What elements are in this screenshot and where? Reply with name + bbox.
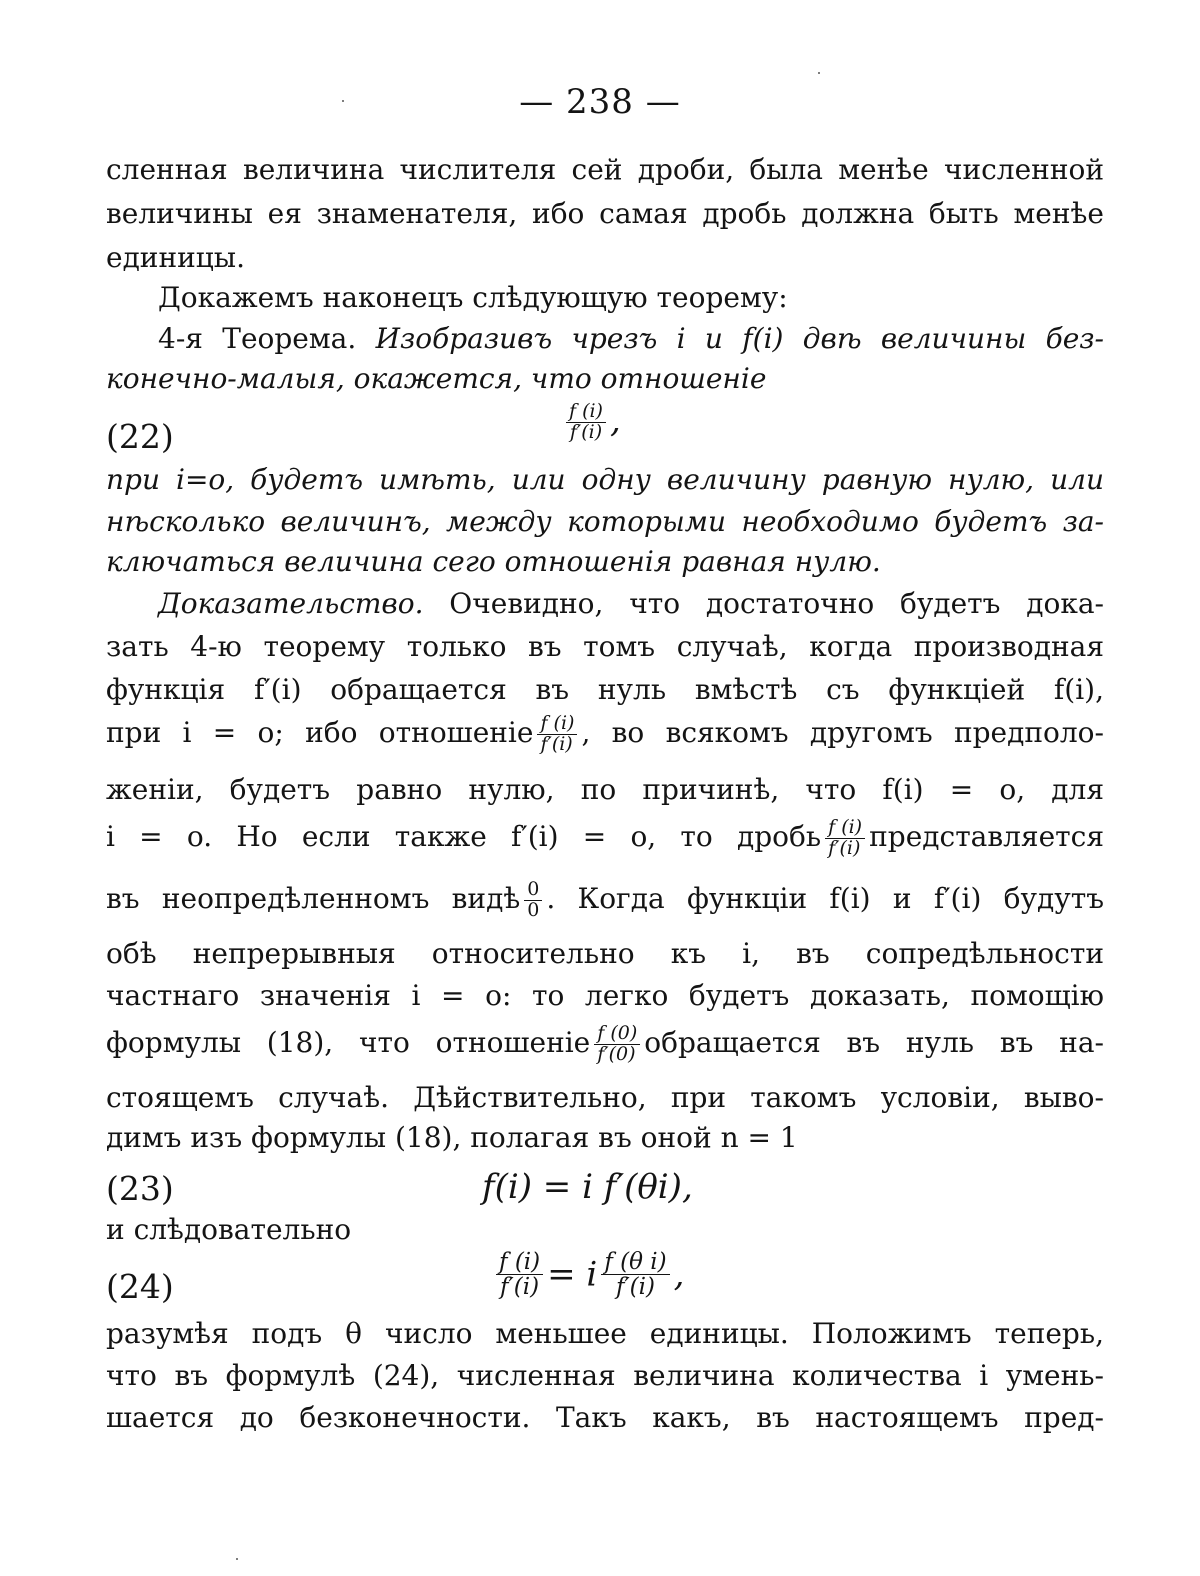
text-line: женіи, будетъ равно нулю, по причинѣ, что f(i) = o, для — [106, 776, 1104, 804]
denominator: f′(i) — [601, 1274, 669, 1299]
fraction — [524, 880, 542, 921]
text-line-with-fraction — [106, 1024, 1104, 1065]
text-segment: формулы (18), что отношеніе — [106, 1026, 590, 1059]
text-line: при i=o, будетъ имѣть, или одну величину равную нулю, или — [106, 466, 1104, 494]
text-segment: представляется — [869, 820, 1104, 853]
theorem-statement: Изобразивъ чрезъ i и f(i) двѣ величины без- — [376, 322, 1104, 355]
text-line: нѣсколько величинъ, между которыми необходимо будетъ за- — [106, 508, 1104, 536]
text-segment: i = o. Но если также f′(i) = o, то дробь — [106, 820, 821, 853]
numerator: f (i) — [566, 402, 606, 422]
text-segment: , во всякомъ другомъ предполо- — [581, 716, 1104, 749]
print-speck — [818, 72, 820, 74]
numerator: 0 — [524, 880, 542, 900]
text-line: что въ формулѣ (24), численная величина количества i умень- — [106, 1362, 1104, 1390]
text-line: шается до безконечности. Такъ какъ, въ настоящемъ пред- — [106, 1404, 1104, 1432]
theorem-line — [158, 325, 1104, 353]
text-line: стоящемъ случаѣ. Дѣйствительно, при такомъ условіи, выво- — [106, 1084, 1104, 1112]
denominator: f′(0) — [594, 1044, 640, 1065]
text-line: функція f′(i) обращается въ нуль вмѣстѣ съ функціей f(i), — [106, 676, 1104, 704]
print-speck — [342, 100, 344, 102]
proof-label: Доказательство. — [158, 587, 423, 620]
denominator: f′(i) — [566, 422, 606, 443]
numerator: f (i) — [825, 818, 865, 838]
text-line: величины ея знаменателя, ибо самая дробь должна быть менѣе — [106, 200, 1104, 228]
text-line: частнаго значенія i = o: то легко будетъ доказать, помощію — [106, 982, 1104, 1010]
numerator: f (i) — [537, 714, 577, 734]
fraction — [537, 714, 577, 755]
denominator: f′(i) — [496, 1274, 543, 1299]
equation-number: (22) — [106, 420, 174, 453]
book-page — [0, 0, 1200, 1576]
text-line: сленная величина числителя сей дроби, была менѣе численной — [106, 156, 1104, 184]
text-line: и слѣдовательно — [106, 1216, 506, 1244]
fraction — [825, 818, 865, 859]
text-line: разумѣя подъ θ число меньшее единицы. Положимъ теперь, — [106, 1320, 1104, 1348]
text-segment: обращается въ нуль въ на- — [644, 1026, 1104, 1059]
theorem-statement-cont: конечно-малыя, окажется, что отношеніе — [106, 365, 1104, 393]
theorem-label: 4-я Теорема. — [158, 322, 356, 355]
text-line-with-fraction — [106, 880, 1104, 921]
text-line: обѣ непрерывныя относительно къ i, въ сопредѣльности — [106, 940, 1104, 968]
numerator: f (0) — [594, 1024, 640, 1044]
fraction — [566, 402, 606, 443]
denominator: f′(i) — [537, 734, 577, 755]
numerator: f (θ i) — [601, 1250, 669, 1274]
text-segment: при i = o; ибо отношеніе — [106, 716, 533, 749]
equation-22 — [562, 402, 621, 443]
proof-text: Очевидно, что достаточно будетъ дока- — [449, 587, 1104, 620]
equation-number: (23) — [106, 1172, 174, 1205]
punctuation: , — [610, 400, 621, 440]
text-line-with-fraction — [106, 714, 1104, 755]
text-line: димъ изъ формулы (18), полагая въ оной n = 1 — [106, 1124, 886, 1152]
text-segment: . Когда функціи f(i) и f′(i) будутъ — [546, 882, 1104, 915]
print-speck — [236, 1558, 238, 1560]
page-number: — 238 — — [0, 82, 1200, 122]
numerator: f (i) — [496, 1250, 543, 1274]
equation-23: f(i) = i f′(θi), — [482, 1170, 693, 1204]
fraction — [594, 1024, 640, 1065]
text-line: единицы. — [106, 244, 1104, 272]
denominator: 0 — [524, 900, 542, 921]
text-line: Докажемъ наконецъ слѣдующую теорему: — [158, 284, 858, 312]
equals-i: = i — [547, 1255, 597, 1295]
text-line: ключаться величина сего отношенія равная нулю. — [106, 548, 1104, 576]
text-segment: въ неопредѣленномъ видѣ — [106, 882, 520, 915]
equation-24 — [492, 1250, 684, 1299]
denominator: f′(i) — [825, 838, 865, 859]
rhs-fraction — [601, 1250, 669, 1299]
equation-number: (24) — [106, 1270, 174, 1303]
text-line: зать 4-ю теорему только въ томъ случаѣ, когда производная — [106, 633, 1104, 661]
punctuation: , — [674, 1255, 685, 1295]
proof-line — [158, 590, 1104, 618]
text-line-with-fraction — [106, 818, 1104, 859]
lhs-fraction — [496, 1250, 543, 1299]
